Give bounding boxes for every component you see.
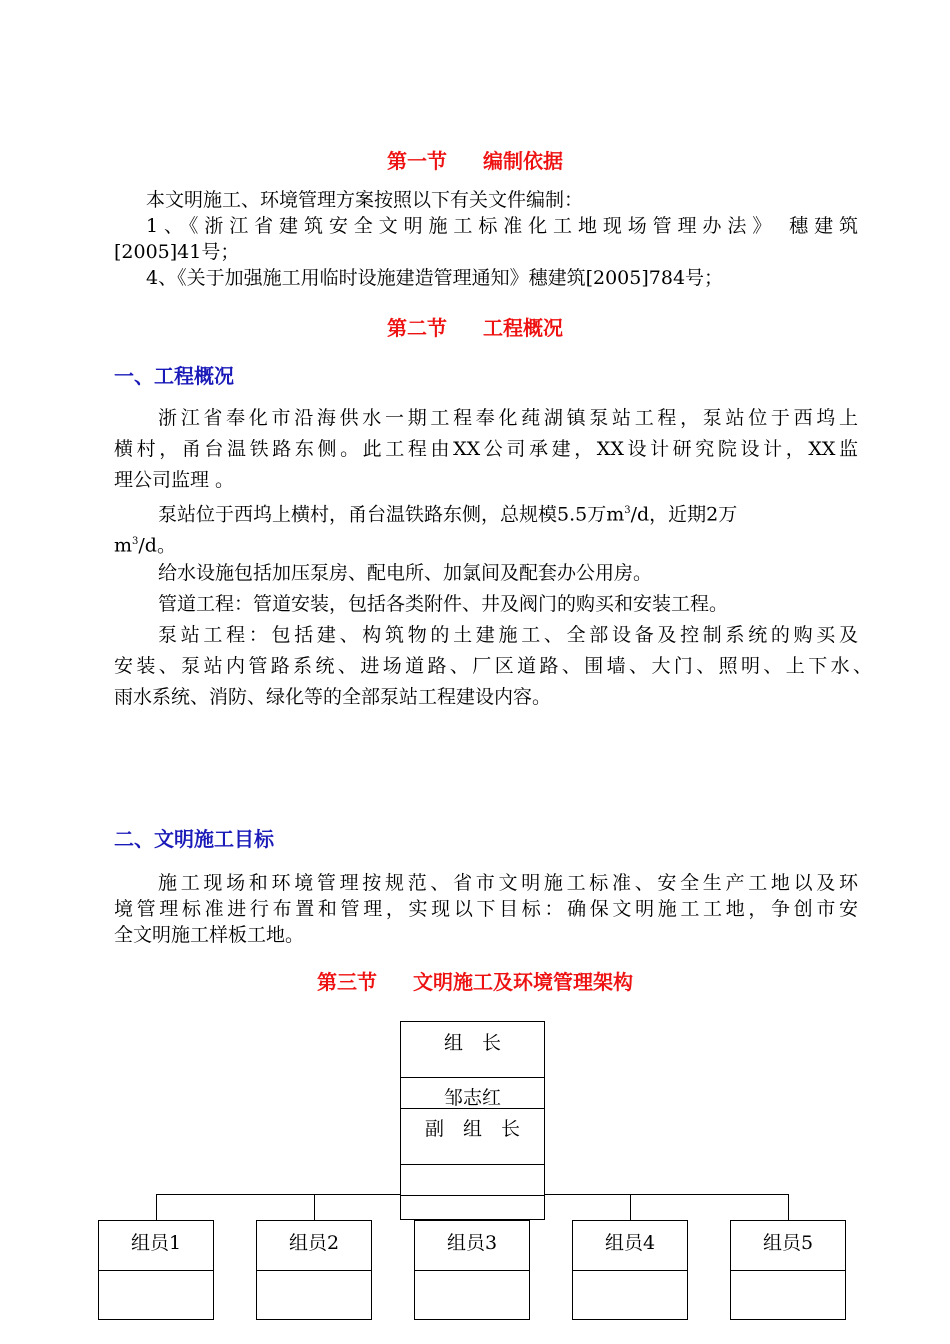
basis-item-1: 1、《浙江省建筑安全文明施工标准化工地现场管理办法》 穗建筑 (146, 215, 858, 237)
section-3-number: 第三节 (317, 970, 377, 994)
section-1-heading (0, 145, 950, 174)
connector-member-2 (314, 1194, 315, 1220)
leader-box (400, 1021, 545, 1220)
basis-item-4: 4、《关于加强施工用临时设施建造管理通知》穗建筑[2005]784号； (146, 267, 724, 289)
overview-p2-line1 (158, 499, 858, 526)
section-3-heading (0, 966, 950, 995)
superscript-3: 3 (624, 505, 631, 516)
overview-p5-line2: 安装、泵站内管路系统、进场道路、厂区道路、围墙、大门、照明、上下水、 (114, 655, 872, 677)
overview-p1-line1: 浙江省奉化市沿海供水一期工程奉化莼湖镇泵站工程，泵站位于西坞上 (158, 407, 858, 429)
connector-member-4 (630, 1194, 631, 1220)
connector-member-5 (788, 1194, 789, 1220)
section-2-title: 工程概况 (483, 316, 563, 340)
overview-p3: 给水设施包括加压泵房、配电所、加氯间及配套办公用房。 (158, 562, 653, 584)
goal-line3: 全文明施工样板工地。 (114, 924, 305, 946)
superscript-3-b: 3 (132, 536, 139, 547)
overview-p2-text: 泵站位于西坞上横村，甬台温铁路东侧，总规模5.5万m (158, 503, 625, 526)
overview-p4: 管道工程：管道安装，包括各类附件、井及阀门的购买和安装工程。 (158, 593, 729, 615)
overview-p5-line1: 泵站工程：包括建、构筑物的土建施工、全部设备及控制系统的购买及 (158, 624, 858, 646)
section-2-heading (0, 312, 950, 341)
unit-per-day: /d。 (138, 534, 176, 557)
member-label-4: 组员4 (573, 1221, 687, 1271)
member-label-5: 组员5 (731, 1221, 845, 1271)
section-2-number: 第二节 (387, 316, 447, 340)
section-1-number: 第一节 (387, 149, 447, 173)
leader-name: 邹志红 (401, 1078, 544, 1109)
member-label-2: 组员2 (257, 1221, 371, 1271)
overview-p1-line2: 横村，甬台温铁路东侧。此工程由XX公司承建，XX设计研究院设计，XX监 (114, 438, 858, 460)
member-box-1 (98, 1220, 214, 1320)
goal-line1: 施工现场和环境管理按规范、省市文明施工标准、安全生产工地以及环 (158, 872, 858, 894)
subsection-2-heading: 二、文明施工目标 (114, 827, 274, 851)
leader-label: 组 长 (401, 1022, 544, 1078)
member-box-5 (730, 1220, 846, 1320)
member-label-1: 组员1 (99, 1221, 213, 1271)
overview-p2-text-post: /d，近期2万 (630, 503, 738, 526)
member-box-4 (572, 1220, 688, 1320)
goal-line2: 境管理标准进行布置和管理，实现以下目标：确保文明施工工地，争创市安 (114, 898, 858, 920)
basis-intro: 本文明施工、环境管理方案按照以下有关文件编制： (146, 189, 584, 211)
unit-m: m (114, 534, 133, 557)
overview-p1-line3: 理公司监理 。 (114, 469, 235, 491)
overview-p2-line2 (114, 530, 176, 557)
subsection-1-heading: 一、工程概况 (114, 364, 234, 388)
deputy-label: 副 组 长 (401, 1109, 544, 1165)
deputy-name (401, 1165, 544, 1196)
member-label-3: 组员3 (415, 1221, 529, 1271)
member-box-2 (256, 1220, 372, 1320)
section-1-title: 编制依据 (483, 149, 563, 173)
connector-member-1 (156, 1194, 157, 1220)
overview-p5-line3: 雨水系统、消防、绿化等的全部泵站工程建设内容。 (114, 686, 552, 708)
basis-item-1-cont: [2005]41号； (114, 241, 240, 263)
member-box-3 (414, 1220, 530, 1320)
section-3-title: 文明施工及环境管理架构 (413, 970, 633, 994)
